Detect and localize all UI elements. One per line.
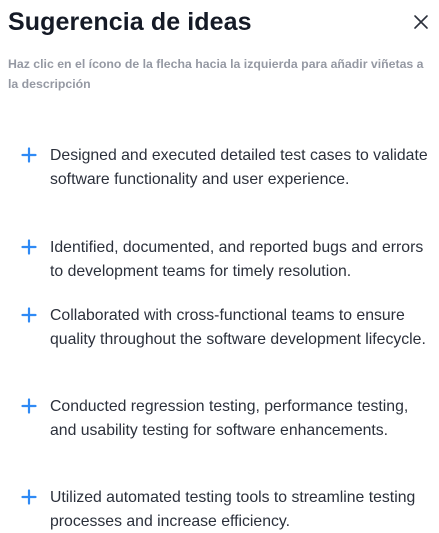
close-icon	[413, 14, 429, 30]
plus-icon[interactable]	[20, 397, 38, 415]
suggestion-text: Identified, documented, and reported bugs and errors to development teams for timely resolution.	[50, 239, 424, 280]
panel-title: Sugerencia de ideas	[8, 8, 252, 36]
suggestion-item[interactable]	[20, 304, 435, 351]
plus-icon[interactable]	[20, 146, 38, 164]
panel-subtitle: Haz clic en el ícono de la flecha hacia la izquierda para añadir viñetas a la descripción	[8, 57, 424, 91]
suggestion-text: Designed and executed detailed test cases to validate software functionality and user experience.	[50, 147, 428, 188]
suggestion-text: Utilized automated testing tools to streamline testing processes and increase efficiency.	[50, 489, 416, 530]
suggestion-item[interactable]	[20, 144, 435, 191]
plus-icon[interactable]	[20, 306, 38, 324]
close-button[interactable]	[411, 12, 431, 32]
plus-icon[interactable]	[20, 238, 38, 256]
suggestion-item[interactable]	[20, 395, 435, 442]
suggestion-text: Collaborated with cross-functional teams to ensure quality throughout the software development lifecycle.	[50, 307, 426, 348]
panel-header	[6, 6, 433, 38]
suggestion-text: Conducted regression testing, performance testing, and usability testing for software enhancements.	[50, 398, 409, 439]
suggestion-item[interactable]	[20, 486, 435, 533]
plus-icon[interactable]	[20, 488, 38, 506]
suggestion-item[interactable]	[20, 236, 435, 283]
